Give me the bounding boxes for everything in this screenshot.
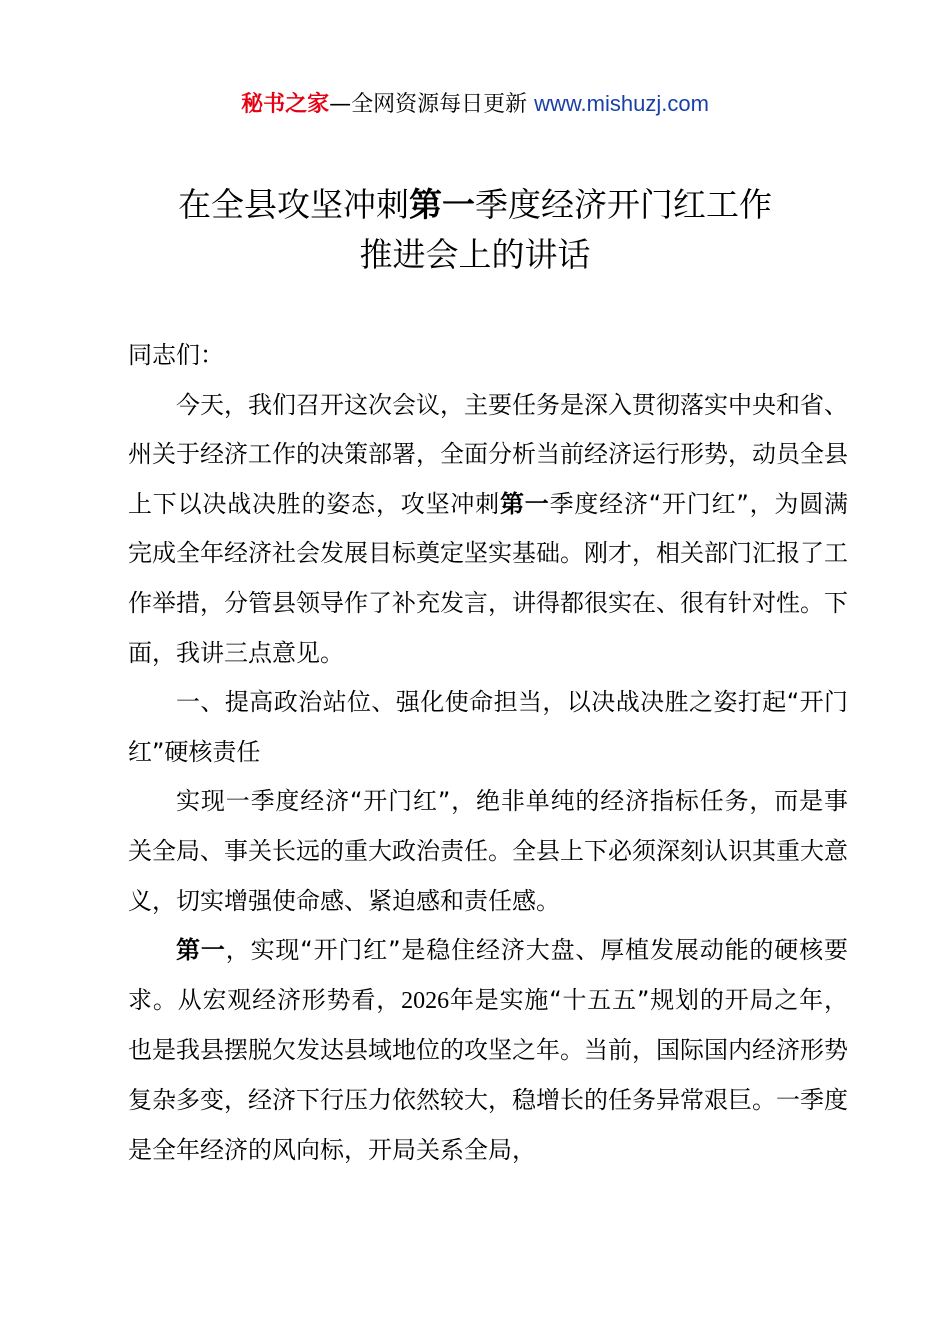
site-tagline: —全网资源每日更新 bbox=[329, 92, 535, 117]
paragraph-point-1 bbox=[128, 926, 848, 1175]
paragraph-intro-bold: 第一 bbox=[499, 489, 550, 518]
site-brand: 秘书之家 bbox=[241, 92, 330, 117]
paragraph-intro-start: 今天，我们召开这次会议，主要任务是深入贯彻落实中央和省、州关于经济工作的决策部署，全面分析当前经济运行形势，动员全县上下以决战决胜的姿态，攻坚冲刺 bbox=[128, 390, 848, 518]
paragraph-intro-end: 季度经济“开门红”，为圆满完成全年经济社会发展目标奠定坚实基础。刚才，相关部门汇报了工作举措，分管县领导作了补充发言，讲得都很实在、很有针对性。下面，我讲三点意见。 bbox=[128, 489, 849, 667]
point-1-text-start: ，实现“开门红”是稳住经济大盘、厚植发展动能的硬核要求。从宏观经济形势看， bbox=[128, 936, 848, 1014]
title-line-2: 推进会上的讲话 bbox=[359, 235, 591, 274]
title-line-1-start: 在全县攻坚冲刺 bbox=[178, 185, 409, 224]
title-line-1-bold: 第一 bbox=[409, 185, 475, 224]
document-body bbox=[128, 331, 848, 1175]
site-header bbox=[0, 88, 950, 121]
salutation: 同志们： bbox=[128, 341, 224, 369]
point-1-year: 2026 bbox=[401, 987, 450, 1014]
document-title bbox=[0, 180, 950, 280]
point-1-text-end: 年是实施“十五五”规划的开局之年，也是我县摆脱欠发达县域地位的攻坚之年。当前，国际国内经济形势复杂多变，经济下行压力依然较大，稳增长的任务异常艰巨。一季度是全年经济的风向标，开局关系全局， bbox=[128, 985, 849, 1164]
title-line-1 bbox=[0, 180, 950, 230]
site-url: www.mishuzj.com bbox=[534, 91, 709, 116]
section-heading-1: 一、提高政治站位、强化使命担当，以决战决胜之姿打起“开门红”硬核责任 bbox=[128, 688, 848, 766]
point-1-label: 第一 bbox=[176, 936, 226, 965]
paragraph-intro bbox=[128, 381, 848, 679]
paragraph-section-1: 实现一季度经济“开门红”，绝非单纯的经济指标任务，而是事关全局、事关长远的重大政治责任。全县上下必须深刻认识其重大意义，切实增强使命感、紧迫感和责任感。 bbox=[128, 787, 848, 915]
title-line-1-end: 季度经济开门红工作 bbox=[475, 185, 772, 224]
